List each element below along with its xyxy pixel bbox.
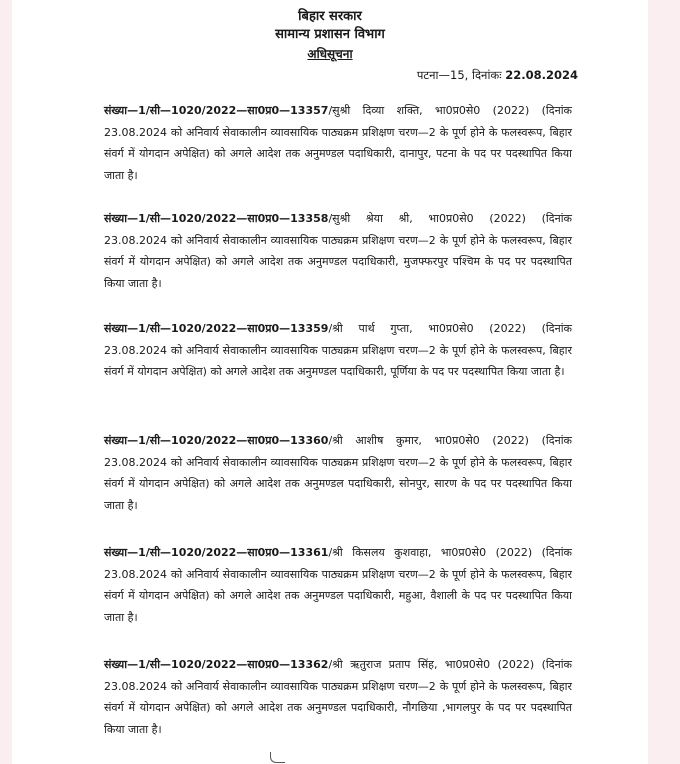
order-paragraph	[104, 430, 572, 516]
notification-title: अधिसूचना	[307, 47, 353, 61]
dateline	[417, 68, 578, 83]
order-reference: संख्या—1/सी—1020/2022—सा0प्र0—13359	[104, 322, 329, 335]
order-paragraph	[104, 318, 572, 383]
order-reference: संख्या—1/सी—1020/2022—सा0प्र0—13357	[104, 104, 329, 117]
order-text: /सुश्री श्रेया श्री, भा0प्र0से0 (2022) (दिनांक 23.08.2024 को अनिवार्य सेवाकालीन व्यावसायिक पाठ्यक्रम प्रशिक्षण चरण—2 के पूर्ण होने के फलस्वरूप, बिहार संवर्ग में योगदान अपेक्षित) को अगले आदेश तक अनुमण्डल पदाधिकारी, मुजफ्फरपुर पश्चिम के पद पर पदस्थापित किया जाता है।	[104, 212, 572, 290]
department-heading: सामान्य प्रशासन विभाग	[275, 27, 385, 42]
order-text: /श्री पार्थ गुप्ता, भा0प्र0से0 (2022) (दिनांक 23.08.2024 को अनिवार्य सेवाकालीन व्यावसायिक पाठ्यक्रम प्रशिक्षण चरण—2 के पूर्ण होने के फलस्वरूप, बिहार संवर्ग में योगदान अपेक्षित) को अगले आदेश तक अनुमण्डल पदाधिकारी, पूर्णिया के पद पर पदस्थापित किया जाता है।	[104, 322, 572, 378]
notification-page	[12, 0, 648, 764]
order-paragraph	[104, 542, 572, 628]
order-paragraph	[104, 654, 572, 740]
order-reference: संख्या—1/सी—1020/2022—सा0प्र0—13361	[104, 546, 329, 559]
order-paragraph	[104, 100, 572, 186]
dateline-date: 22.08.2024	[505, 68, 578, 82]
order-reference: संख्या—1/सी—1020/2022—सा0प्र0—13358	[104, 212, 329, 225]
order-text: /श्री किसलय कुशवाहा, भा0प्र0से0 (2022) (दिनांक 23.08.2024 को अनिवार्य सेवाकालीन व्यावसायिक पाठ्यक्रम प्रशिक्षण चरण—2 के पूर्ण होने के फलस्वरूप, बिहार संवर्ग में योगदान अपेक्षित) को अगले आदेश तक अनुमण्डल पदाधिकारी, महुआ, वैशाली के पद पर पदस्थापित किया जाता है।	[104, 546, 572, 624]
order-text: /श्री ऋतुराज प्रताप सिंह, भा0प्र0से0 (2022) (दिनांक 23.08.2024 को अनिवार्य सेवाकालीन व्यावसायिक पाठ्यक्रम प्रशिक्षण चरण—2 के पूर्ण होने के फलस्वरूप, बिहार संवर्ग में योगदान अपेक्षित) को अगले आदेश तक अनुमण्डल पदाधिकारी, नौगछिया ,भागलपुर के पद पर पदस्थापित किया जाता है।	[104, 658, 572, 736]
order-paragraph	[104, 208, 572, 294]
order-reference: संख्या—1/सी—1020/2022—सा0प्र0—13360	[104, 434, 329, 447]
government-heading: बिहार सरकार	[298, 9, 362, 24]
order-reference: संख्या—1/सी—1020/2022—सा0प्र0—13362	[104, 658, 329, 671]
order-text: /सुश्री दिव्या शक्ति, भा0प्र0से0 (2022) (दिनांक 23.08.2024 को अनिवार्य सेवाकालीन व्यावसायिक पाठ्यक्रम प्रशिक्षण चरण—2 के पूर्ण होने के फलस्वरूप, बिहार संवर्ग में योगदान अपेक्षित) को अगले आदेश तक अनुमण्डल पदाधिकारी, दानापुर, पटना के पद पर पदस्थापित किया जाता है।	[104, 104, 572, 182]
signature-stroke	[270, 752, 285, 763]
dateline-place: पटना—15, दिनांकः	[416, 68, 502, 82]
order-text: /श्री आशीष कुमार, भा0प्र0से0 (2022) (दिनांक 23.08.2024 को अनिवार्य सेवाकालीन व्यावसायिक पाठ्यक्रम प्रशिक्षण चरण—2 के पूर्ण होने के फलस्वरूप, बिहार संवर्ग में योगदान अपेक्षित) को अगले आदेश तक अनुमण्डल पदाधिकारी, सोनपुर, सारण के पद पर पदस्थापित किया जाता है।	[104, 434, 572, 512]
